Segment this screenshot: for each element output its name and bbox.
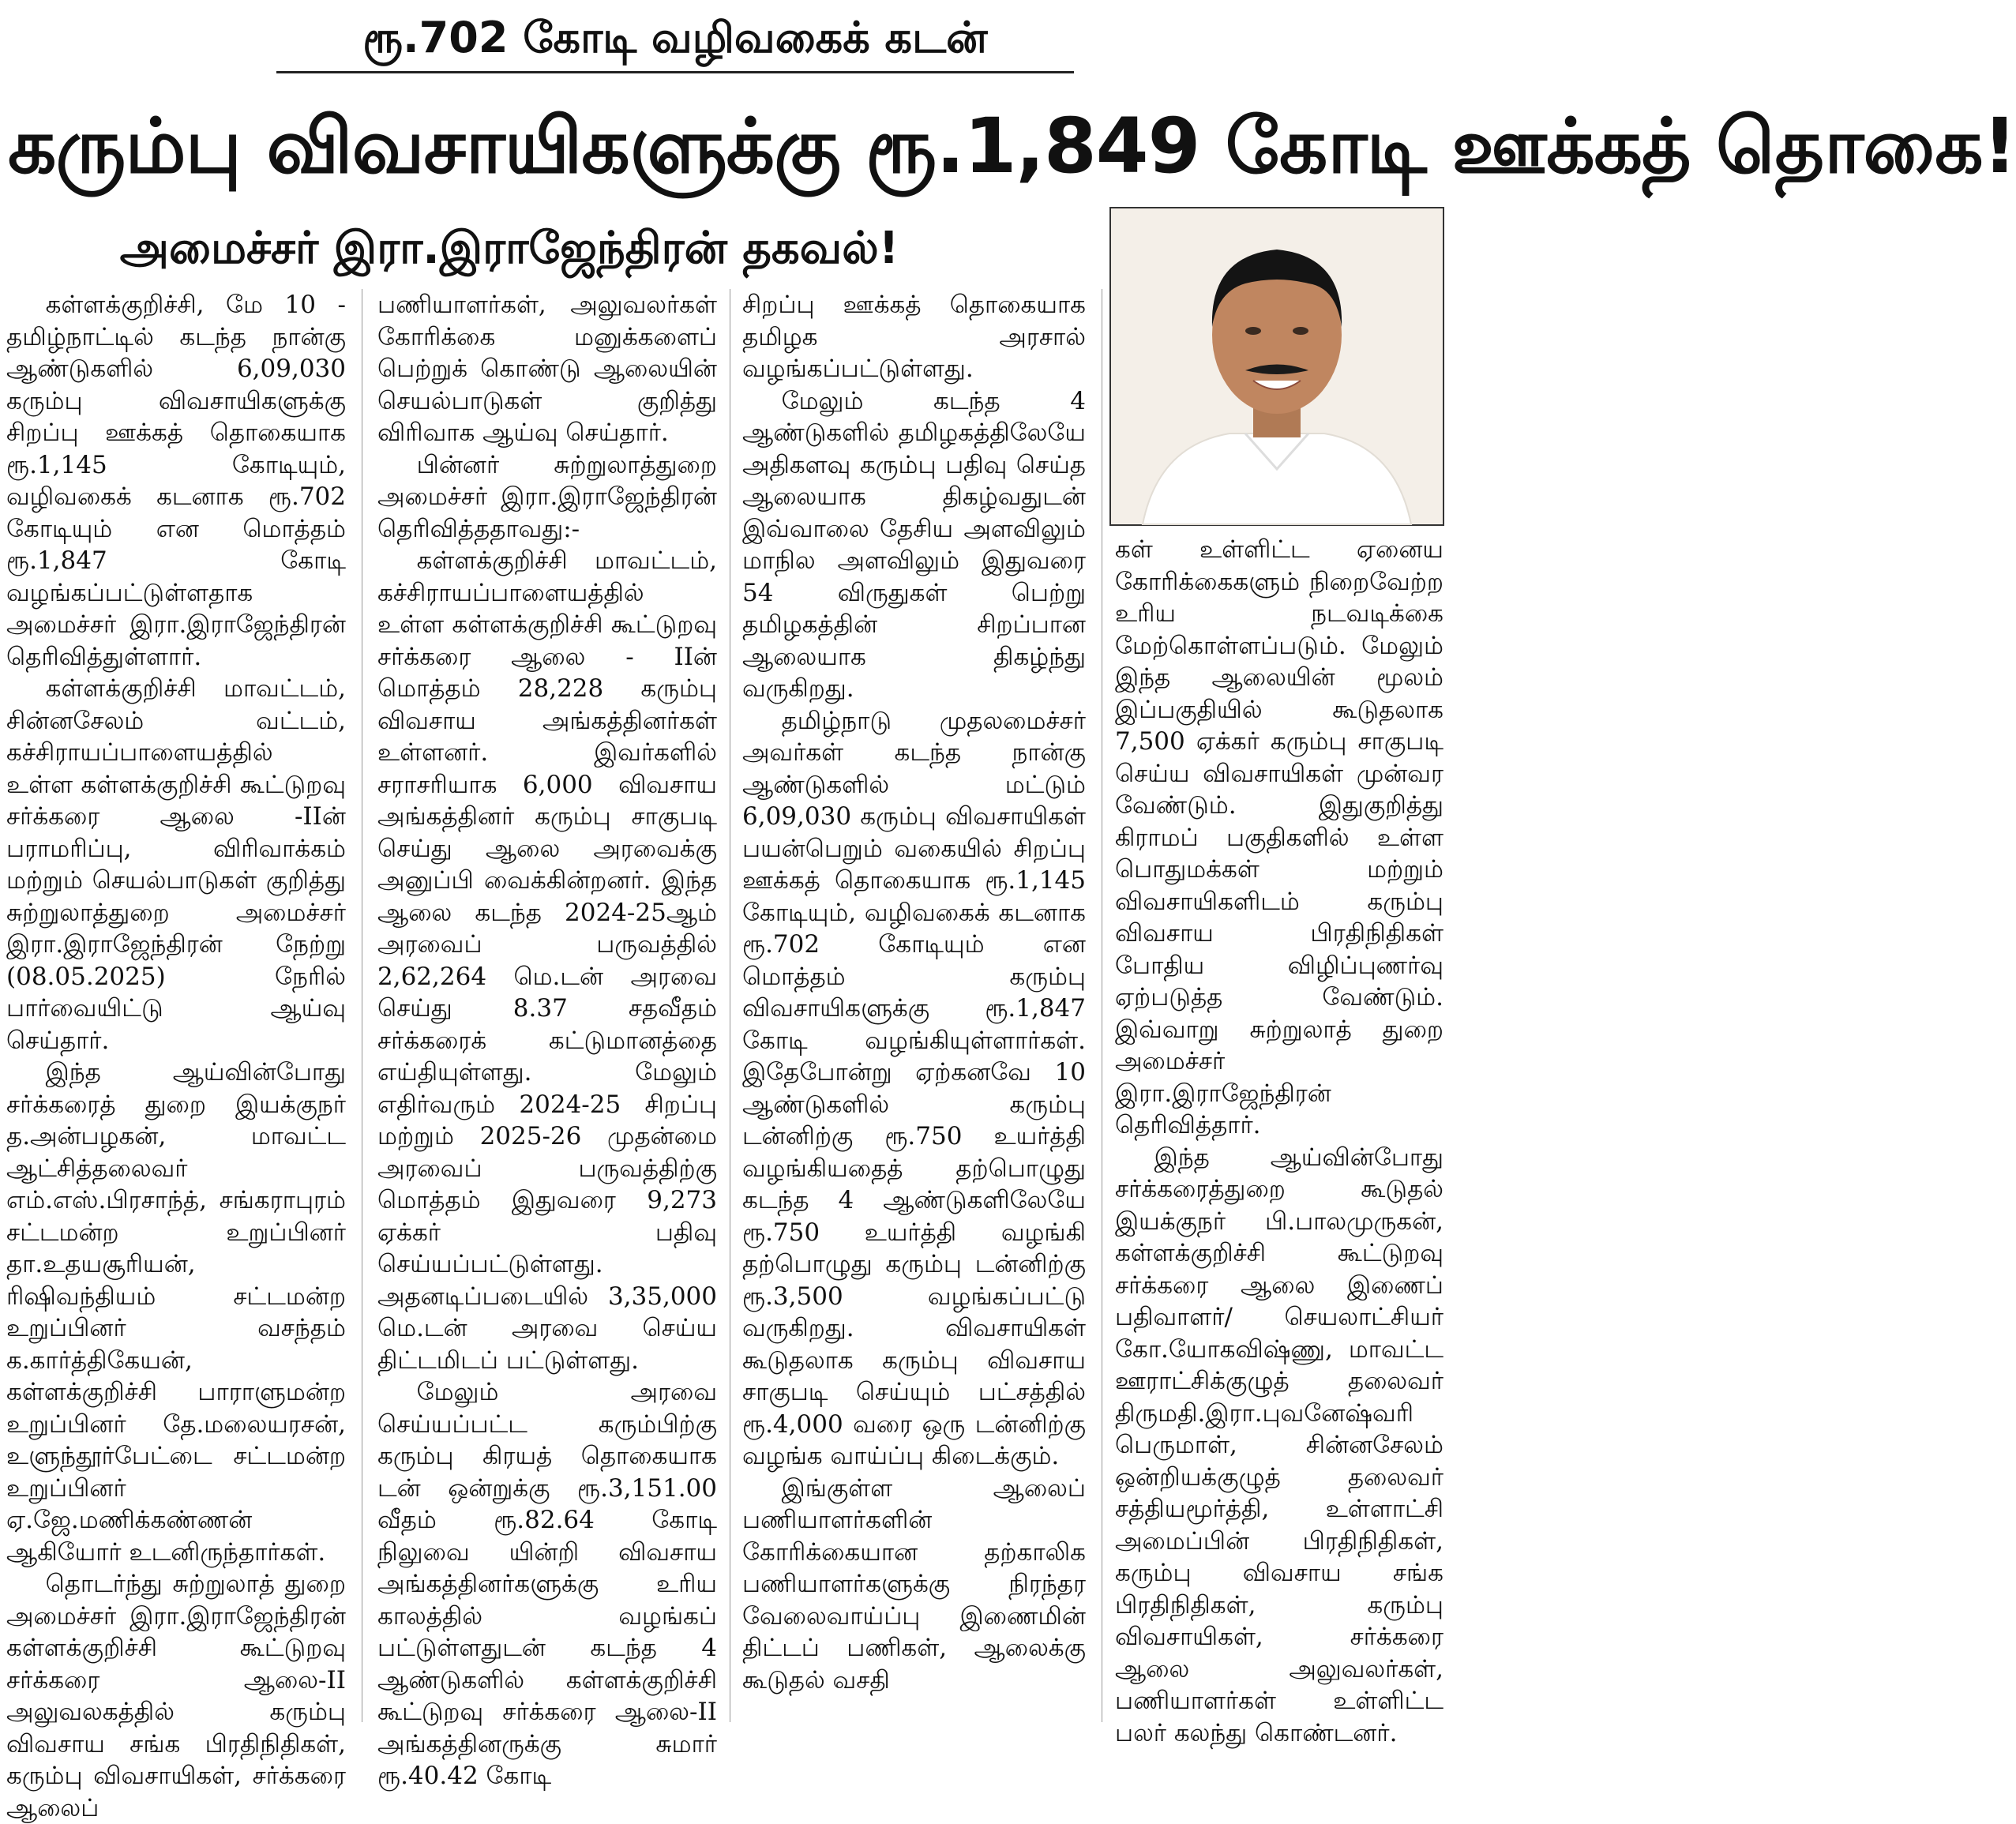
article-column-4 [1115,534,1443,1747]
paragraph: தமிழ்நாடு முதலமைச்சர் அவர்கள் கடந்த நான்கு ஆண்டுகளில் மட்டும் 6,09,030 கரும்பு விவசாயிகள் பயன்பெறும் வகையில் சிறப்பு ஊக்கத் தொகையாக ரூ.1,145 கோடியும், வழிவகைக் கடனாக ரூ.702 கோடியும் என மொத்தம் கரும்பு விவசாயிகளுக்கு ரூ.1,847 கோடி வழங்கியுள்ளார்கள். இதேபோன்று ஏற்கனவே 10 ஆண்டுகளில் கரும்பு டன்னிற்கு ரூ.750 உயர்த்தி வழங்கியதைத் தற்பொழுது கடந்த 4 ஆண்டுகளிலேயே ரூ.750 உயர்த்தி வழங்கி தற்பொழுது கரும்பு டன்னிற்கு ரூ.3,500 வழங்கப்பட்டு வருகிறது. விவசாயிகள் கூடுதலாக கரும்பு விவசாய சாகுபடி செய்யும் பட்சத்தில் ரூ.4,000 வரை ஒரு டன்னிற்கு வழங்க வாய்ப்பு கிடைக்கும். [742,706,1086,1470]
paragraph: கள் உள்ளிட்ட ஏனைய கோரிக்கைகளும் நிறைவேற்ற உரிய நடவடிக்கை மேற்கொள்ளப்படும். மேலும் இந்த ஆலையின் மூலம் இப்பகுதியில் கூடுதலாக 7,500 ஏக்கர் கரும்பு சாகுபடி செய்ய விவசாயிகள் முன்வர வேண்டும். இதுகுறித்து கிராமப் பகுதிகளில் உள்ள பொதுமக்கள் மற்றும் விவசாயிகளிடம் கரும்பு விவசாய பிரதிநிதிகள் போதிய விழிப்புணர்வு ஏற்படுத்த வேண்டும். இவ்வாறு சுற்றுலாத் துறை அமைச்சர் இரா.இராஜேந்திரன் தெரிவித்தார். [1115,535,1443,1139]
article-column-3 [742,289,1086,1722]
paragraph: கள்ளக்குறிச்சி, மே 10 - தமிழ்நாட்டில் கடந்த நான்கு ஆண்டுகளில் 6,09,030 கரும்பு விவசாயிகளுக்கு சிறப்பு ஊக்கத் தொகையாக ரூ.1,145 கோடியும், வழிவகைக் கடனாக ரூ.702 கோடியும் என மொத்தம் ரூ.1,847 கோடி வழங்கப்பட்டுள்ளதாக அமைச்சர் இரா.இராஜேந்திரன் தெரிவித்துள்ளார். [6,291,346,671]
paragraph: கள்ளக்குறிச்சி மாவட்டம், கச்சிராயப்பாளையத்தில் உள்ள கள்ளக்குறிச்சி கூட்டுறவு சர்க்கரை ஆலை - IIன் மொத்தம் 28,228 கரும்பு விவசாய அங்கத்தினர்கள் உள்ளனர். இவர்களில் சராசரியாக 6,000 விவசாய அங்கத்தினர் கரும்பு சாகுபடி செய்து ஆலை அரவைக்கு அனுப்பி வைக்கின்றனர். இந்த ஆலை கடந்த 2024-25ஆம் அரவைப் பருவத்தில் 2,62,264 மெ.டன் அரவை செய்து 8.37 சதவீதம் சர்க்கரைக் கட்டுமானத்தை எய்தியுள்ளது. மேலும் எதிர்வரும் 2024-25 சிறப்பு மற்றும் 2025-26 முதன்மை அரவைப் பருவத்திற்கு மொத்தம் இதுவரை 9,273 ஏக்கர் பதிவு செய்யப்பட்டுள்ளது. அதனடிப்படையில் 3,35,000 மெ.டன் அரவை செய்ய திட்டமிடப் பட்டுள்ளது. [377,546,717,1375]
paragraph: சிறப்பு ஊக்கத் தொகையாக தமிழக அரசால் வழங்கப்பட்டுள்ளது. [742,291,1086,383]
sub-headline: அமைச்சர் இரா.இராஜேந்திரன் தகவல்! [119,223,899,274]
paragraph: இந்த ஆய்வின்போது சர்க்கரைத்துறை கூடுதல் இயக்குநர் பி.பாலமுருகன், கள்ளக்குறிச்சி கூட்டுறவு சர்க்கரை ஆலை இணைப் பதிவாளர்/ செயலாட்சியர் கோ.யோகவிஷ்ணு, மாவட்ட ஊராட்சிக்குழுத் தலைவர் திருமதி.இரா.புவனேஷ்வரி பெருமாள், சின்னசேலம் ஒன்றியக்குழுத் தலைவர் சத்தியமூர்த்தி, உள்ளாட்சி அமைப்பின் பிரதிநிதிகள், கரும்பு விவசாய சங்க பிரதிநிதிகள், கரும்பு விவசாயிகள், சர்க்கரை ஆலை அலுவலர்கள், பணியாளர்கள் உள்ளிட்ட பலர் கலந்து கொண்டனர். [1115,1143,1443,1747]
paragraph: மேலும் கடந்த 4 ஆண்டுகளில் தமிழகத்திலேயே அதிகளவு கரும்பு பதிவு செய்த ஆலையாக திகழ்வதுடன் இவ்வாலை தேசிய அளவிலும் மாநில அளவிலும் இதுவரை 54 விருதுகள் பெற்று தமிழகத்தின் சிறப்பான ஆலையாக திகழ்ந்து வருகிறது. [742,386,1086,703]
portrait-icon [1111,208,1443,524]
paragraph: இங்குள்ள ஆலைப் பணியாளர்களின் கோரிக்கையான தற்காலிக பணியாளர்களுக்கு நிரந்தர வேலைவாய்ப்பு இணைமின் திட்டப் பணிகள், ஆலைக்கு கூடுதல் வசதி [742,1473,1086,1695]
paragraph: இந்த ஆய்வின்போது சர்க்கரைத் துறை இயக்குநர் த.அன்பழகன், மாவட்ட ஆட்சித்தலைவர் எம்.எஸ்.பிரசாந்த், சங்கராபுரம் சட்டமன்ற உறுப்பினர் தா.உதயசூரியன், ரிஷிவந்தியம் சட்டமன்ற உறுப்பினர் வசந்தம் க.கார்த்திகேயன், கள்ளக்குறிச்சி பாராளுமன்ற உறுப்பினர் தே.மலையரசன், உளுந்தூர்பேட்டை சட்டமன்ற உறுப்பினர் ஏ.ஜே.மணிக்கண்ணன் ஆகியோர் உடனிருந்தார்கள். [6,1058,346,1567]
main-headline: கரும்பு விவசாயிகளுக்கு ரூ.1,849 கோடி ஊக்கத் தொகை! [8,102,2016,190]
paragraph: மேலும் அரவை செய்யப்பட்ட கரும்பிற்கு கரும்பு கிரயத் தொகையாக டன் ஒன்றுக்கு ரூ.3,151.00 வீதம் ரூ.82.64 கோடி நிலுவை யின்றி விவசாய அங்கத்தினர்களுக்கு உரிய காலத்தில் வழங்கப் பட்டுள்ளதுடன் கடந்த 4 ஆண்டுகளில் கள்ளக்குறிச்சி கூட்டுறவு சர்க்கரை ஆலை-II அங்கத்தினருக்கு சுமார் ரூ.40.42 கோடி [377,1378,717,1790]
paragraph: பணியாளர்கள், அலுவலர்கள் கோரிக்கை மனுக்களைப் பெற்றுக் கொண்டு ஆலையின் செயல்பாடுகள் குறித்து விரிவாக ஆய்வு செய்தார். [377,291,717,447]
paragraph: பின்னர் சுற்றுலாத்துறை அமைச்சர் இரா.இராஜேந்திரன் தெரிவித்ததாவது:- [377,450,717,543]
paragraph: தொடர்ந்து சுற்றுலாத் துறை அமைச்சர் இரா.இராஜேந்திரன் கள்ளக்குறிச்சி கூட்டுறவு சர்க்கரை ஆலை-II அலுவலகத்தில் கரும்பு விவசாய சங்க பிரதிநிதிகள், கரும்பு விவசாயிகள், சர்க்கரை ஆலைப் [6,1570,346,1822]
article-column-1 [6,289,346,1822]
paragraph: கள்ளக்குறிச்சி மாவட்டம், சின்னசேலம் வட்டம், கச்சிராயப்பாளையத்தில் உள்ள கள்ளக்குறிச்சி கூட்டுறவு சர்க்கரை ஆலை -IIன் பராமரிப்பு, விரிவாக்கம் மற்றும் செயல்பாடுகள் குறித்து சுற்றுலாத்துறை அமைச்சர் இரா.இராஜேந்திரன் நேற்று (08.05.2025) நேரில் பார்வையிட்டு ஆய்வு செய்தார். [6,674,346,1055]
minister-portrait-photo [1109,207,1444,526]
article-column-2 [377,289,717,1790]
kicker-headline: ரூ.702 கோடி வழிவகைக் கடன் [276,5,1074,73]
